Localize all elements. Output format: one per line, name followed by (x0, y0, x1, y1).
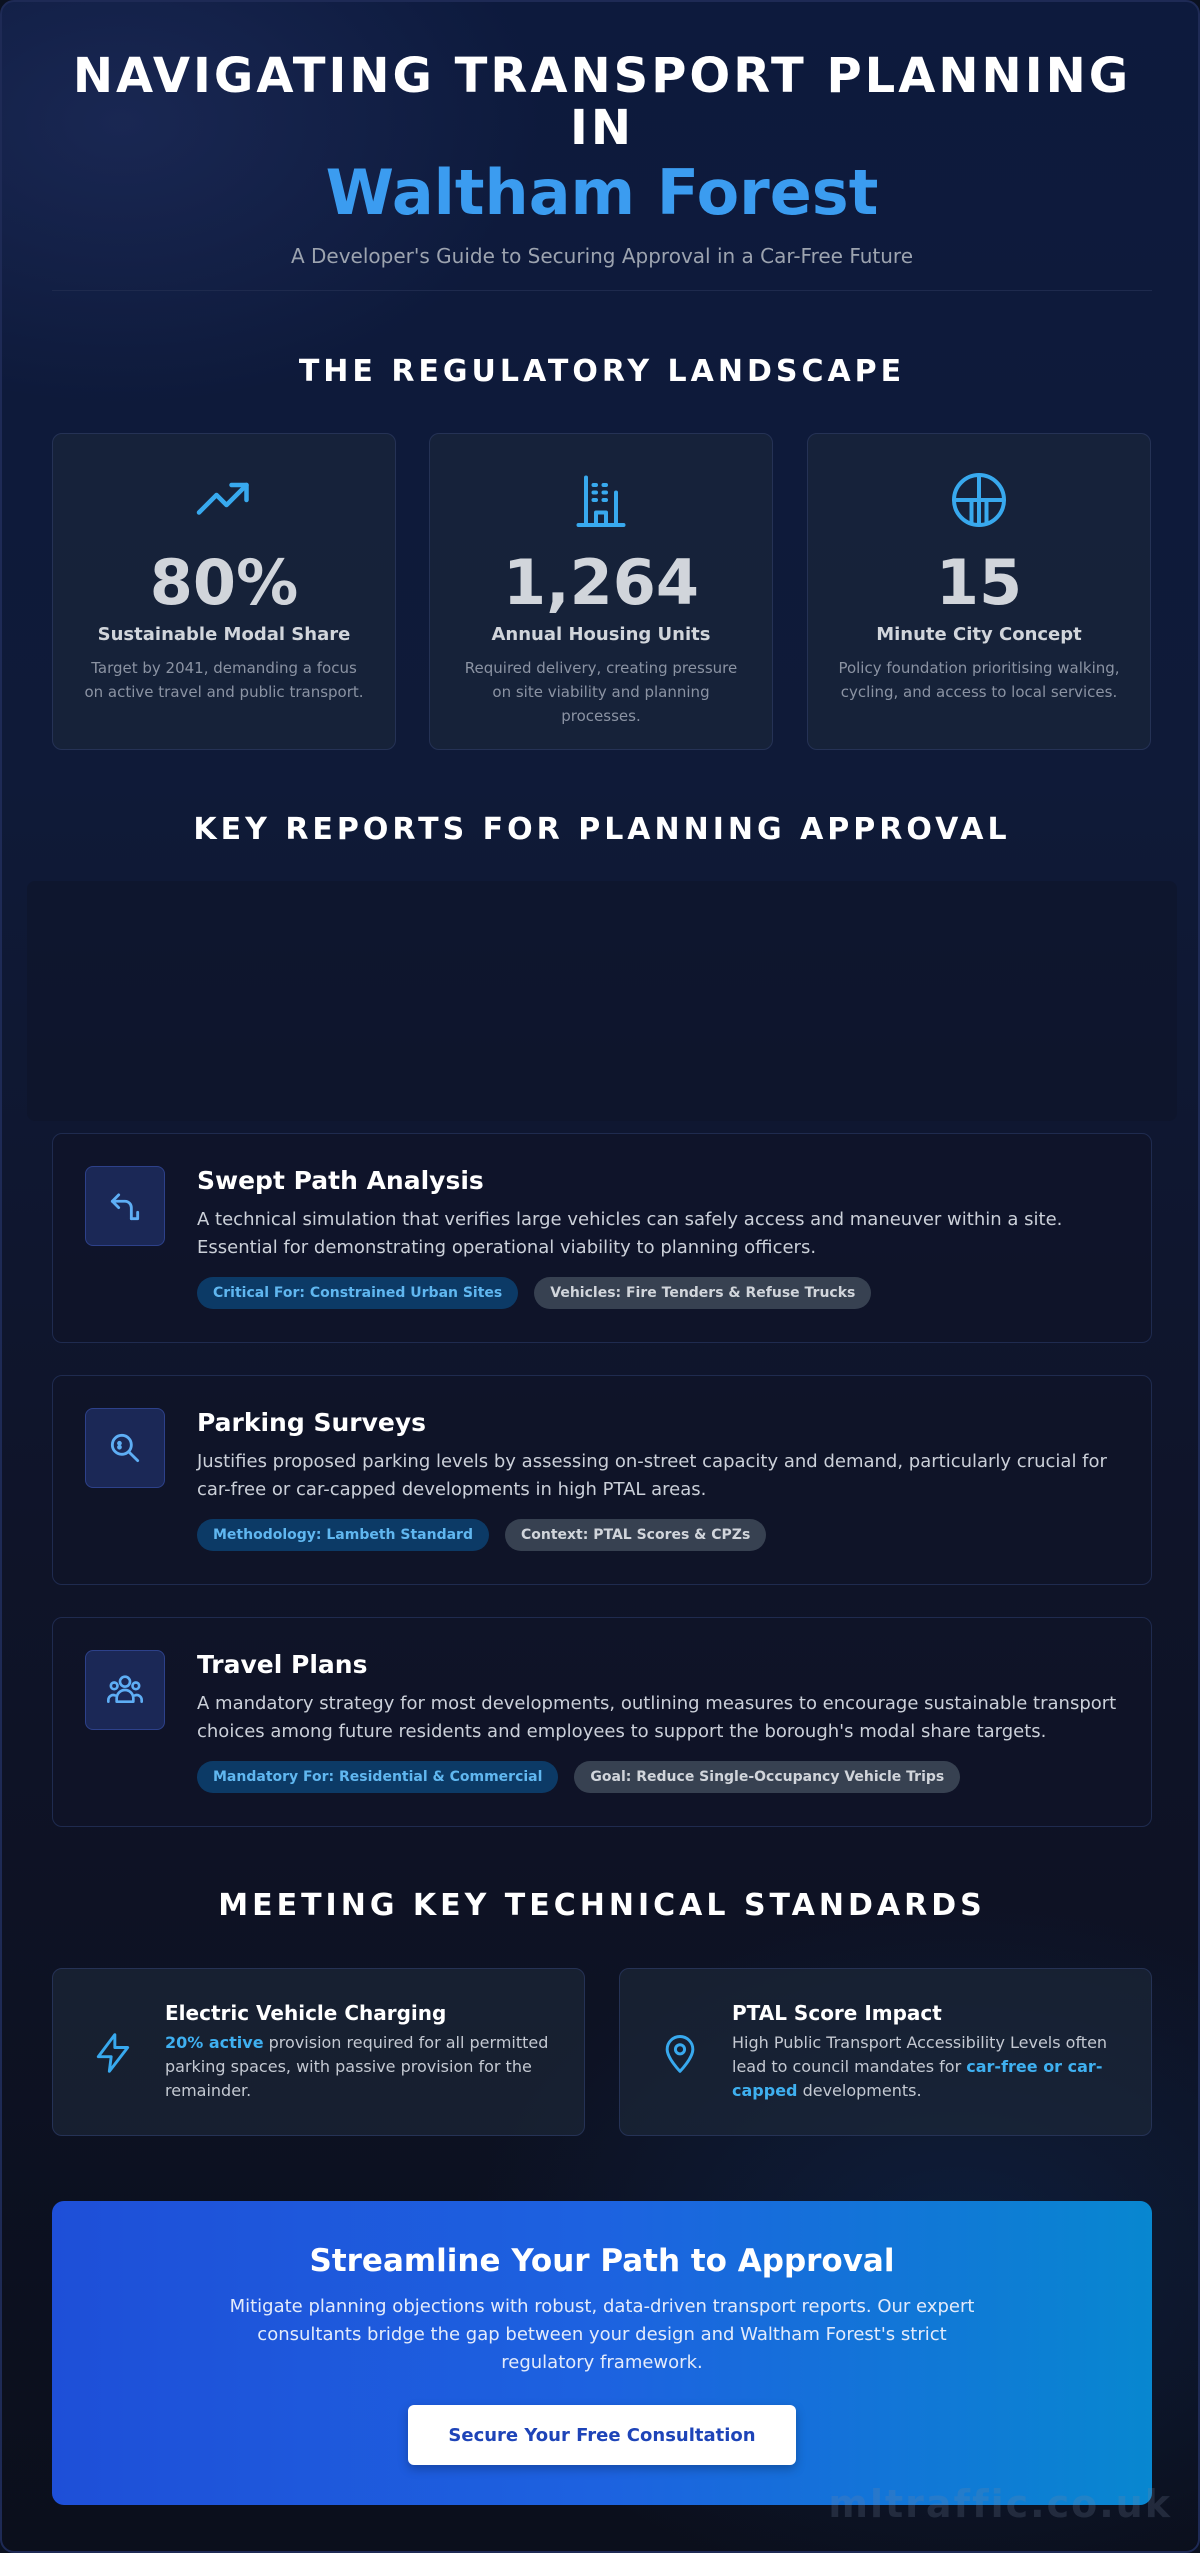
standard-card-ptal (619, 1968, 1152, 2136)
tag-primary: Mandatory For: Residential & Commercial (197, 1761, 558, 1793)
turn-arrow-icon (85, 1166, 165, 1246)
report-card-swept-path (52, 1133, 1152, 1343)
tag-secondary: Context: PTAL Scores & CPZs (505, 1519, 766, 1551)
standard-description (165, 2031, 558, 2103)
page-title-line-2: IN (569, 100, 635, 156)
lightning-icon (89, 2029, 137, 2077)
stat-label: Minute City Concept (876, 624, 1082, 645)
stat-value: 15 (935, 546, 1023, 619)
standard-description (732, 2031, 1125, 2103)
standard-highlight: 20% active (165, 2033, 264, 2052)
standard-title: PTAL Score Impact (732, 2001, 942, 2025)
stat-description: Target by 2041, demanding a focus on active travel and public transport. (84, 659, 364, 701)
page-subtitle: A Developer's Guide to Securing Approval in a Car-Free Future (290, 244, 914, 268)
tag-primary: Critical For: Constrained Urban Sites (197, 1277, 518, 1309)
free-consultation-button[interactable]: Secure Your Free Consultation (408, 2405, 796, 2465)
stat-value: 80% (149, 546, 299, 619)
tag-primary: Methodology: Lambeth Standard (197, 1519, 489, 1551)
report-title: Parking Surveys (197, 1408, 427, 1437)
stat-description: Required delivery, creating pressure on site viability and planning processes. (464, 659, 738, 725)
header-divider (52, 290, 1152, 291)
stat-card-modal-share (52, 433, 396, 750)
search-icon (85, 1408, 165, 1488)
report-card-travel-plans (52, 1617, 1152, 1827)
report-title: Swept Path Analysis (197, 1166, 484, 1195)
header (2, 50, 1200, 268)
report-title: Travel Plans (197, 1650, 368, 1679)
stat-card-housing-units (429, 433, 773, 750)
standard-highlight: car-free or car-capped (732, 2057, 1103, 2100)
report-tags (197, 1519, 766, 1551)
stat-card-minute-city (807, 433, 1151, 750)
cta-description: Mitigate planning objections with robust, data-driven transport reports. Our expert consultants bridge the gap between your design and Waltham Forest's strict regulatory framework. (229, 2296, 975, 2373)
standard-card-ev-charging (52, 1968, 585, 2136)
standard-description-text: High Public Transport Accessibility Levels often lead to council mandates for (732, 2033, 1108, 2076)
report-description: A mandatory strategy for most developments, outlining measures to encourage sustainable transport choices among future residents and employees to support the borough's modal share targets. (197, 1693, 1117, 1742)
people-icon (85, 1650, 165, 1730)
cta-banner (52, 2201, 1152, 2505)
report-tags (197, 1761, 960, 1793)
report-description: A technical simulation that verifies large vehicles can safely access and maneuver within a site. Essential for demonstrating operational viability to planning officers. (197, 1209, 1063, 1258)
city-grid-icon (808, 470, 1150, 530)
reports-visual-panel (27, 881, 1177, 1121)
tag-secondary: Goal: Reduce Single-Occupancy Vehicle Trips (574, 1761, 960, 1793)
standard-description-text: provision required for all permitted parking spaces, with passive provision for the remainder. (165, 2033, 549, 2100)
section-title-landscape: THE REGULATORY LANDSCAPE (298, 354, 906, 389)
stat-description: Policy foundation prioritising walking, cycling, and access to local services. (838, 659, 1120, 701)
page-title-accent: Waltham Forest (325, 156, 879, 229)
section-title-standards: MEETING KEY TECHNICAL STANDARDS (218, 1888, 986, 1923)
standard-description-text-end: developments. (797, 2081, 922, 2100)
report-card-parking-surveys (52, 1375, 1152, 1585)
watermark: mltraffic.co.uk (828, 2482, 1172, 2526)
stat-label: Sustainable Modal Share (97, 624, 351, 645)
stat-value: 1,264 (502, 546, 700, 619)
building-icon (430, 470, 772, 530)
report-tags (197, 1277, 871, 1309)
tag-secondary: Vehicles: Fire Tenders & Refuse Trucks (534, 1277, 871, 1309)
report-description: Justifies proposed parking levels by assessing on-street capacity and demand, particularly crucial for car-free or car-capped developments in high PTAL areas. (197, 1451, 1107, 1500)
section-title-reports: KEY REPORTS FOR PLANNING APPROVAL (193, 812, 1011, 847)
cta-title: Streamline Your Path to Approval (309, 2243, 895, 2279)
map-pin-icon (656, 2029, 704, 2077)
page-title-line-1: NAVIGATING TRANSPORT PLANNING (72, 48, 1132, 104)
standard-title: Electric Vehicle Charging (165, 2001, 447, 2025)
trending-up-icon (53, 470, 395, 530)
stat-label: Annual Housing Units (491, 624, 711, 645)
